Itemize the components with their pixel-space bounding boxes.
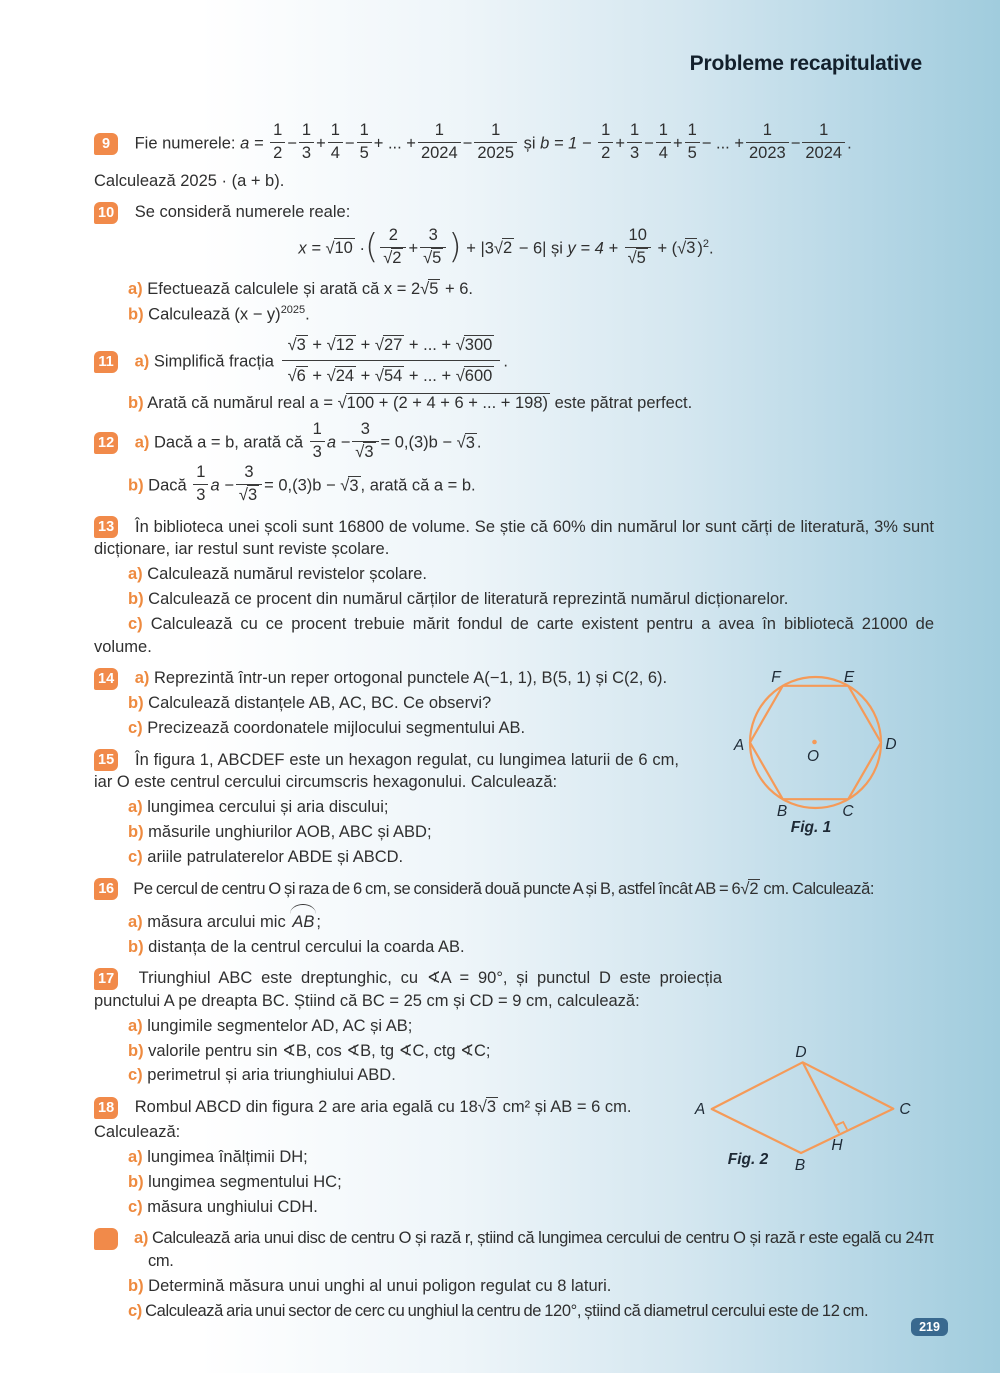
problem-lead: Fie numerele:	[134, 134, 236, 153]
problem-number-badge: 11	[94, 351, 118, 373]
problem-19	[71, 1227, 934, 1322]
numerator: 1	[601, 121, 611, 139]
radicand: 5	[432, 248, 442, 267]
denominator: 2024	[418, 142, 461, 163]
problem-lead: Se consideră numerele reale:	[134, 203, 351, 222]
fraction	[352, 421, 378, 462]
denominator: 4	[328, 142, 343, 163]
problem-number-badge: 16	[94, 878, 118, 900]
fraction	[627, 122, 642, 163]
numerator: 1	[629, 121, 640, 139]
problem-text: Pe cercul de centru O și raza de 6 cm, se consideră două puncte A și B, astfel încât AB = 6	[133, 879, 741, 898]
foot-label-H: H	[831, 1137, 843, 1155]
radical	[457, 433, 477, 452]
problem-text: În figura 1, ABCDEF este un hexagon regulat, cu lungimea laturii de 6 cm, iar O este centrul cercului circumscris hexagonului. Calculează:	[94, 750, 679, 792]
page-title: Probleme recapitulative	[689, 52, 922, 75]
radicand: 3	[686, 239, 696, 258]
numerator: 1	[762, 121, 772, 139]
radical-sign: √	[287, 366, 296, 385]
radical	[327, 335, 356, 354]
item-text: Arată că numărul real a =	[147, 393, 333, 412]
radical	[355, 442, 375, 461]
fraction	[656, 122, 671, 163]
radical-sign: √	[677, 239, 686, 258]
problem-18-item-c	[94, 1196, 934, 1218]
numerator: 1	[273, 121, 283, 139]
math-operator: +	[672, 134, 683, 153]
item-label: b)	[128, 823, 144, 842]
item-text: .	[305, 305, 310, 324]
radicand: 6	[296, 366, 306, 385]
vertex-label-D: D	[795, 1044, 807, 1062]
radical-sign: √	[340, 476, 349, 495]
radicand: 3	[465, 433, 475, 452]
fig2-rhombus-figure	[680, 1033, 1000, 1183]
problem-13-item-c	[94, 613, 934, 658]
vertex-label-B: B	[776, 803, 788, 821]
problem-16-item-a	[94, 903, 934, 933]
math-operator: +	[615, 134, 625, 153]
item-label: b)	[128, 393, 144, 412]
problem-13-item-b	[94, 588, 934, 610]
item-text: lungimea înălțimii DH;	[147, 1147, 308, 1166]
radical-sign: √	[627, 248, 636, 267]
item-label: c)	[128, 615, 143, 634]
radical	[340, 476, 360, 495]
numerator: 3	[244, 463, 254, 482]
item-label: a)	[128, 565, 143, 584]
fraction	[625, 227, 651, 268]
math-text: .	[709, 239, 714, 258]
fraction	[474, 122, 517, 163]
item-text: Calculează distanțele AB, AC, BC. Ce observi?	[148, 694, 492, 713]
rhombus-outline	[712, 1062, 894, 1153]
numerator: 1	[687, 121, 697, 139]
problem-13-statement	[94, 516, 934, 561]
numerator: 3	[360, 420, 370, 439]
radical-sign: √	[238, 485, 247, 504]
denominator: 2025	[474, 142, 517, 163]
right-parenthesis: )	[448, 226, 462, 267]
denominator	[420, 247, 446, 268]
math-operator: +	[408, 239, 419, 258]
denominator: 2	[598, 142, 613, 163]
problem-9-tail: Calculează 2025 · (a + b).	[94, 171, 285, 190]
denominator: 2023	[746, 142, 789, 163]
math-operator: +	[312, 336, 323, 355]
problem-18-statement-line2: Calculează:	[94, 1123, 181, 1142]
radicand: 300	[464, 336, 493, 355]
denominator	[625, 247, 651, 268]
radical	[375, 335, 404, 354]
item-label: a)	[128, 280, 143, 299]
radical-sign: √	[456, 433, 465, 452]
item-label: c)	[128, 719, 143, 738]
radical-sign: √	[355, 442, 364, 461]
item-label: a)	[134, 352, 150, 371]
problem-19-item-b	[94, 1275, 934, 1297]
problem-number-badge: 12	[94, 432, 118, 454]
radical	[239, 485, 259, 504]
item-text: Reprezintă într-un reper ortogonal punctele A(−1, 1), B(5, 1) și C(2, 6).	[154, 669, 668, 688]
math-text: + |3	[466, 239, 494, 258]
math-operator: +	[316, 134, 326, 153]
radicand: 12	[335, 336, 355, 355]
item-text: este pătrat perfect.	[554, 393, 693, 412]
math-text: b = 1 −	[540, 134, 592, 153]
radical	[288, 335, 308, 354]
fraction	[236, 464, 262, 505]
radical	[628, 248, 648, 267]
problem-13-item-a	[94, 563, 934, 585]
denominator	[380, 247, 406, 268]
radicand: 24	[335, 366, 355, 385]
item-text: Calculează aria unui disc de centru O și rază r, știind că lungimea cercului de centru O și rază r este egală cu 24π cm.	[148, 1229, 934, 1270]
problem-text: În biblioteca unei școli sunt 16800 de volume. Se știe că 60% din numărul lor sunt cărți de literatură, 3% sunt dicționare, iar restul sunt reviste școlare.	[94, 517, 934, 559]
fraction	[418, 122, 461, 163]
item-label: b)	[128, 937, 144, 956]
radical	[375, 366, 404, 385]
problem-10-formula	[94, 225, 934, 270]
vertex-label-E: E	[843, 669, 855, 687]
numerator	[282, 333, 501, 359]
denominator: 3	[193, 484, 208, 505]
problem-11-item-a	[94, 335, 934, 389]
radical	[325, 238, 354, 257]
problem-10-statement	[94, 201, 934, 224]
denominator: 2	[270, 142, 285, 163]
vertex-label-B: B	[794, 1157, 806, 1175]
denominator	[282, 360, 501, 387]
radicand: 3	[364, 442, 374, 461]
radicand: 100 + (2 + 4 + 6 + ... + 198)	[346, 393, 549, 412]
problem-10-item-a	[94, 278, 934, 300]
numerator: 1	[312, 420, 322, 439]
item-text: Calculează cu ce procent trebuie mărit fondul de carte existent pentru a avea în bibliotecă 21000 de volume.	[94, 615, 934, 656]
item-text: distanța de la centrul cercului la coarda AB.	[148, 937, 465, 956]
problem-9	[94, 121, 934, 192]
math-text: .	[476, 433, 482, 452]
radical	[338, 393, 550, 412]
math-operator: −	[462, 134, 473, 153]
item-text: Efectuează calculele și arată că x = 2	[147, 280, 421, 299]
item-text: perimetrul și aria triunghiului ABD.	[147, 1066, 396, 1085]
radical	[478, 1097, 498, 1116]
problem-text: Triunghiul ABC este dreptunghic, cu ∢A = 90°, și punctul D este proiecția punctului A pe dreapta BC. Știind că BC = 25 cm și CD = 9 cm, calculează:	[94, 969, 722, 1010]
radicand: 5	[429, 280, 439, 299]
fraction	[420, 227, 446, 268]
vertex-label-A: A	[694, 1101, 706, 1119]
left-parenthesis: (	[364, 226, 379, 267]
item-label: b)	[128, 1276, 144, 1295]
math-operator: + ... +	[373, 134, 416, 153]
problem-number-badge: 13	[94, 516, 118, 538]
item-text: măsura arcului mic	[147, 912, 286, 931]
denominator	[352, 441, 378, 462]
problem-16-item-b	[94, 936, 934, 958]
item-text: măsurile unghiurilor AOB, ABC și ABD;	[148, 823, 432, 842]
content-column	[71, 121, 934, 1331]
item-text: , arată că a = b.	[360, 476, 476, 495]
fig2-caption: Fig. 2	[727, 1151, 769, 1169]
exponent: 2025	[280, 304, 306, 317]
math-operator: ·	[359, 239, 365, 258]
radicand: 3	[247, 485, 258, 504]
fraction	[270, 122, 285, 163]
radicand: 10	[334, 239, 353, 258]
problems-14-15-block	[94, 667, 934, 868]
radical-sign: √	[383, 248, 392, 267]
connector-text: și	[523, 134, 536, 153]
item-text: Determină măsura unui unghi al unui poligon regulat cu 8 laturi.	[148, 1276, 612, 1295]
center-label-O: O	[806, 748, 820, 766]
numerator: 2	[388, 225, 398, 244]
item-text: Calculează numărul revistelor școlare.	[147, 565, 427, 584]
math-text: y = 4 +	[567, 239, 618, 258]
radical	[677, 238, 697, 257]
math-text: a =	[240, 134, 264, 153]
problem-11-item-b	[94, 392, 934, 414]
exponent: 2	[702, 237, 710, 250]
problem-number-badge: 18	[94, 1097, 118, 1119]
fraction	[310, 421, 325, 462]
fig1-hexagon-figure	[710, 657, 1000, 847]
problem-number-badge: 10	[94, 202, 118, 224]
problem-number-badge: 14	[94, 668, 118, 690]
item-text: Calculează aria unui sector de cerc cu unghiul la centru de 120°, știind că diametrul cercului este de 12 cm.	[145, 1301, 869, 1320]
radical	[327, 366, 356, 385]
item-label: a)	[128, 798, 143, 817]
math-text: = 0,(3)b −	[380, 433, 453, 452]
item-label: b)	[128, 694, 144, 713]
radical-sign: √	[374, 336, 383, 355]
vertex-label-C: C	[899, 1101, 911, 1119]
math-operator: +	[360, 336, 371, 355]
math-text: − 6|	[518, 239, 547, 258]
item-label: b)	[128, 1172, 144, 1191]
math-text: .	[503, 352, 508, 371]
fig1-caption: Fig. 1	[790, 819, 832, 837]
item-text: ;	[316, 912, 321, 931]
numerator: 10	[628, 225, 647, 244]
item-label: a)	[128, 1147, 143, 1166]
denominator: 3	[299, 142, 314, 163]
item-label: b)	[128, 476, 144, 495]
radicand: 600	[464, 366, 493, 385]
radicand: 3	[349, 476, 359, 495]
item-text: Dacă a = b, arată că	[154, 433, 304, 452]
radicand: 2	[749, 879, 759, 898]
problem-number-badge: 9	[94, 133, 118, 155]
radical	[456, 366, 495, 385]
numerator: 3	[428, 225, 438, 244]
problem-15-statement	[94, 749, 679, 794]
radical-sign: √	[374, 366, 383, 385]
item-text: lungimile segmentelor AD, AC și AB;	[147, 1016, 413, 1035]
vertex-label-F: F	[771, 669, 781, 687]
radical-sign: √	[326, 366, 335, 385]
item-label: a)	[134, 669, 150, 688]
item-label: b)	[128, 305, 144, 324]
item-text: măsura unghiului CDH.	[147, 1197, 318, 1216]
numerator: 1	[819, 121, 829, 139]
problem-12-item-b	[94, 463, 934, 507]
problem-text: Rombul ABCD din figura 2 are aria egală cu 18	[134, 1097, 478, 1116]
radical-sign: √	[326, 336, 335, 355]
radicand: 3	[486, 1097, 497, 1116]
radical-sign: √	[477, 1097, 486, 1116]
item-label: a)	[128, 912, 143, 931]
numerator: 1	[658, 121, 668, 139]
problem-16	[94, 878, 934, 959]
problem-11	[94, 335, 934, 414]
item-text: Dacă	[148, 476, 187, 495]
item-label: b)	[128, 590, 144, 609]
vertex-label-C: C	[842, 803, 854, 821]
problem-15-item-c	[94, 846, 934, 868]
item-label: c)	[128, 1301, 142, 1320]
fraction	[357, 122, 372, 163]
math-operator: −	[644, 134, 654, 153]
radical	[383, 248, 403, 267]
item-label: c)	[128, 1197, 143, 1216]
radical-sign: √	[337, 393, 346, 412]
problem-number-badge: 19	[94, 1228, 118, 1250]
radical-sign: √	[740, 879, 749, 898]
item-label: a)	[134, 433, 150, 452]
numerator: 1	[330, 121, 340, 139]
fraction	[380, 227, 406, 268]
radical	[288, 366, 308, 385]
numerator: 1	[359, 121, 369, 139]
problems-17-18-block	[94, 967, 934, 1218]
radicand: 5	[636, 248, 646, 267]
denominator: 3	[627, 142, 642, 163]
fraction	[685, 122, 700, 163]
radical	[494, 238, 514, 257]
math-text: a −	[210, 476, 234, 495]
math-text: x =	[298, 239, 321, 258]
math-operator: + ... +	[408, 336, 452, 355]
problem-number-badge: 17	[94, 968, 118, 990]
item-label: a)	[134, 1229, 148, 1248]
fraction	[193, 464, 208, 505]
item-label: a)	[128, 1016, 143, 1035]
radicand: 54	[383, 366, 403, 385]
item-text: + 6.	[444, 280, 473, 299]
radical-sign: √	[455, 336, 464, 355]
radicand: 27	[383, 336, 403, 355]
math-operator: −	[790, 134, 801, 153]
radical-sign: √	[420, 280, 429, 299]
item-text: Calculează (x − y)	[148, 305, 281, 324]
denominator: 2024	[802, 142, 845, 163]
item-text: valorile pentru sin ∢B, cos ∢B, tg ∢C, ctg ∢C;	[148, 1041, 491, 1060]
numerator: 1	[301, 121, 312, 139]
problem-17-statement	[94, 967, 722, 1012]
numerator: 1	[434, 121, 444, 139]
denominator: 4	[656, 142, 671, 163]
math-operator: − ... +	[701, 134, 744, 153]
item-text: lungimea segmentului HC;	[148, 1172, 342, 1191]
page-number-badge: 219	[911, 1318, 948, 1336]
math-operator: + ... +	[408, 366, 452, 385]
item-text: Precizează coordonatele mijlocului segmentului AB.	[147, 719, 526, 738]
numerator: 1	[491, 121, 501, 139]
arc-AB: AB	[290, 908, 316, 933]
connector-text: și	[551, 239, 563, 258]
problem-12-item-a	[94, 420, 934, 464]
problem-10	[94, 201, 934, 326]
problem-number-badge: 15	[94, 749, 118, 771]
numerator: 1	[196, 463, 206, 482]
problem-19-item-a	[71, 1227, 934, 1272]
center-point	[812, 740, 817, 745]
problem-9-statement	[94, 121, 934, 165]
problem-16-statement	[94, 878, 934, 901]
radical-sign: √	[493, 239, 502, 258]
vertex-label-A: A	[733, 737, 745, 755]
item-label: b)	[128, 1041, 144, 1060]
math-text: = 0,(3)b −	[264, 476, 336, 495]
radical	[456, 335, 495, 354]
denominator: 3	[310, 441, 325, 462]
radical-sign: √	[455, 366, 464, 385]
item-text: lungimea cercului și aria discului;	[147, 798, 389, 817]
problem-text: cm² și AB = 6 cm.	[502, 1097, 632, 1116]
radical-sign: √	[423, 248, 432, 267]
item-label: c)	[128, 848, 143, 867]
math-operator: +	[312, 366, 323, 385]
radicand: 2	[502, 239, 513, 258]
problem-10-item-b	[94, 303, 934, 326]
radicand: 2	[392, 248, 402, 267]
fraction	[299, 122, 314, 163]
item-label: c)	[128, 1066, 143, 1085]
math-text: .	[847, 134, 852, 153]
math-operator: −	[287, 134, 297, 153]
radical-sign: √	[325, 239, 334, 258]
fraction	[746, 122, 789, 163]
radical	[420, 279, 440, 298]
radical	[423, 248, 443, 267]
math-operator: −	[344, 134, 355, 153]
math-text: a −	[326, 433, 351, 452]
math-text: + (	[657, 239, 678, 258]
radical	[740, 879, 760, 898]
denominator: 5	[685, 142, 700, 163]
radicand: 3	[296, 336, 306, 355]
math-text: )	[697, 239, 703, 258]
problem-12	[94, 420, 934, 507]
item-text: Simplifică fracția	[153, 352, 274, 371]
vertex-label-D: D	[885, 736, 897, 754]
math-operator: +	[360, 366, 371, 385]
problem-19-item-c	[94, 1300, 934, 1322]
big-fraction	[282, 333, 501, 387]
fraction	[802, 122, 845, 163]
radical-sign: √	[287, 336, 296, 355]
denominator: 5	[357, 142, 372, 163]
item-text: Calculează ce procent din numărul cărților de literatură reprezintă numărul dicționarelor.	[148, 590, 789, 609]
fraction	[598, 122, 613, 163]
problem-13	[94, 516, 934, 658]
problem-text: cm. Calculează:	[763, 879, 875, 898]
fraction	[328, 122, 343, 163]
item-text: ariile patrulaterelor ABDE și ABCD.	[147, 848, 404, 867]
denominator	[236, 484, 262, 505]
